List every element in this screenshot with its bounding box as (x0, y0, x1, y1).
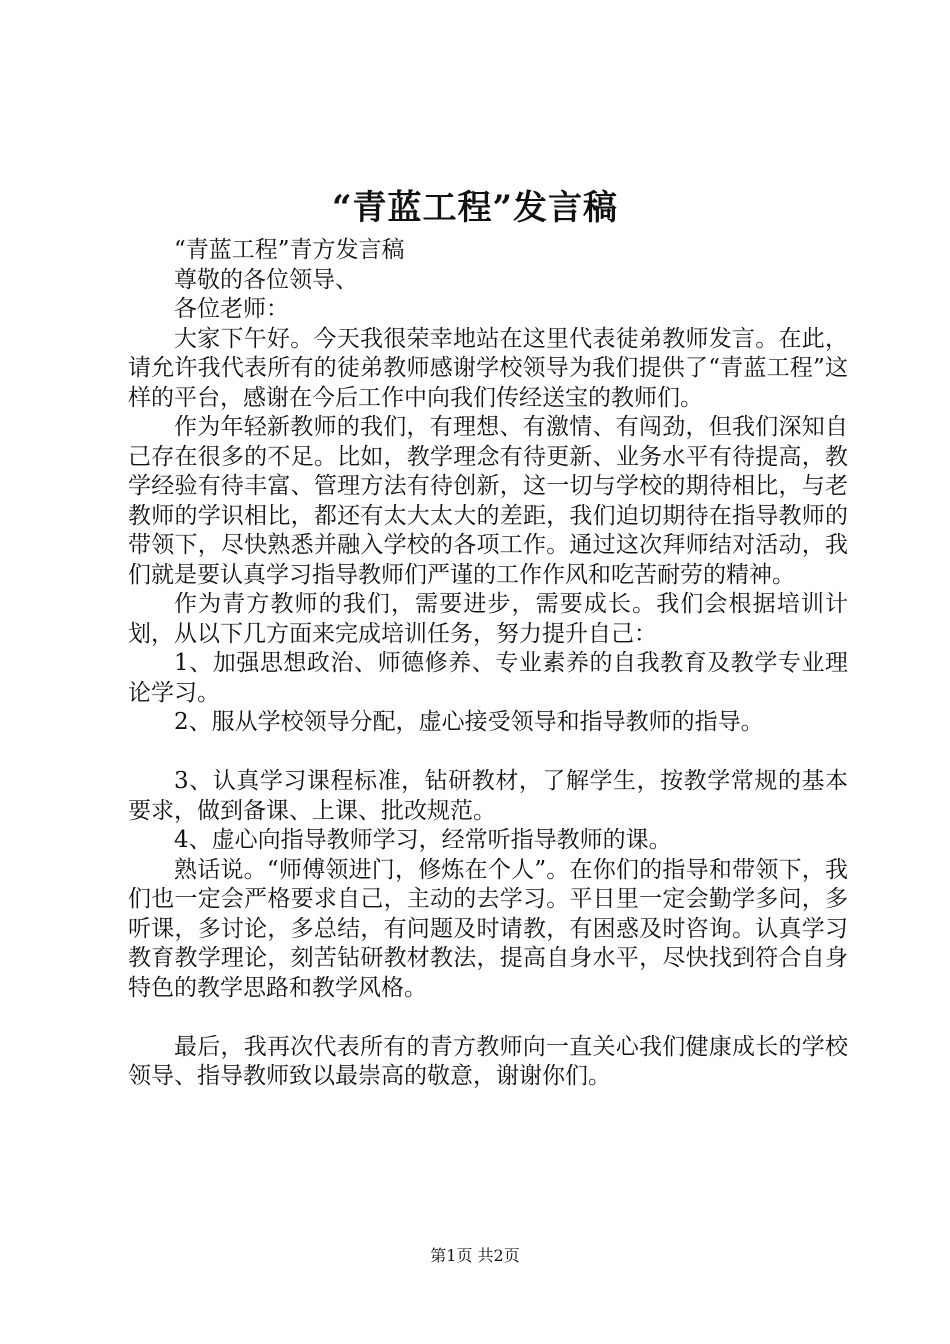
document-title: “青蓝工程”发言稿 (331, 188, 619, 228)
list-item-4: 4、虚心向指导教师学习，经常听指导教师的课。 (174, 827, 672, 853)
paragraph-greeting: 大家下午好。今天我很荣幸地站在这里代表徒弟教师发言。在此，请允许我代表所有的徒弟教师感谢学校领导为我们提供了“青蓝工程”这样的平台，感谢在今后工作中向我们传经送宝的教师们。 (128, 325, 848, 411)
paragraph-proverb: 熟话说。“师傅领进门，修炼在个人”。在你们的指导和带领下，我们也一定会严格要求自己，主动的去学习。平日里一定会勤学多问，多听课，多讨论，多总结，有问题及时请教，有困惑及时咨询。认真学习教育教学理论，刻苦钻研教材教法，提高自身水平，尽快找到符合自身特色的教学思路和教学风格。 (128, 856, 848, 1001)
list-item-3: 3、认真学习课程标准，钻研教材，了解学生，按教学常规的基本要求，做到备课、上课、批改规范。 (128, 768, 848, 824)
document-body (128, 236, 848, 1092)
paragraph-closing: 最后，我再次代表所有的青方教师向一直关心我们健康成长的学校领导、指导教师致以最崇高的敬意，谢谢你们。 (128, 1033, 848, 1089)
list-item-1: 1、加强思想政治、师德修养、专业素养的自我教育及教学专业理论学习。 (128, 650, 848, 706)
salutation-teachers: 各位老师： (174, 296, 289, 322)
page-footer: 第1页 共2页 (430, 1246, 520, 1265)
salutation-leaders: 尊敬的各位领导、 (174, 266, 358, 293)
paragraph-shortcomings: 作为年轻新教师的我们，有理想、有激情、有闯劲，但我们深知自己存在很多的不足。比如，教学理念有待更新、业务水平有待提高，教学经验有待丰富、管理方法有待创新，这一切与学校的期待相比，与老教师的学识相比，都还有太大太大的差距，我们迫切期待在指导教师的带领下，尽快熟悉并融入学校的各项工作。通过这次拜师结对活动，我们就是要认真学习指导教师们严谨的工作作风和吃苦耐劳的精神。 (128, 414, 848, 588)
paragraph-growth: 作为青方教师的我们，需要进步，需要成长。我们会根据培训计划，从以下几方面来完成培训任务，努力提升自己： (128, 591, 848, 647)
subtitle-paragraph: “青蓝工程”青方发言稿 (174, 237, 405, 263)
list-item-2: 2、服从学校领导分配，虚心接受领导和指导教师的指导。 (174, 709, 764, 735)
